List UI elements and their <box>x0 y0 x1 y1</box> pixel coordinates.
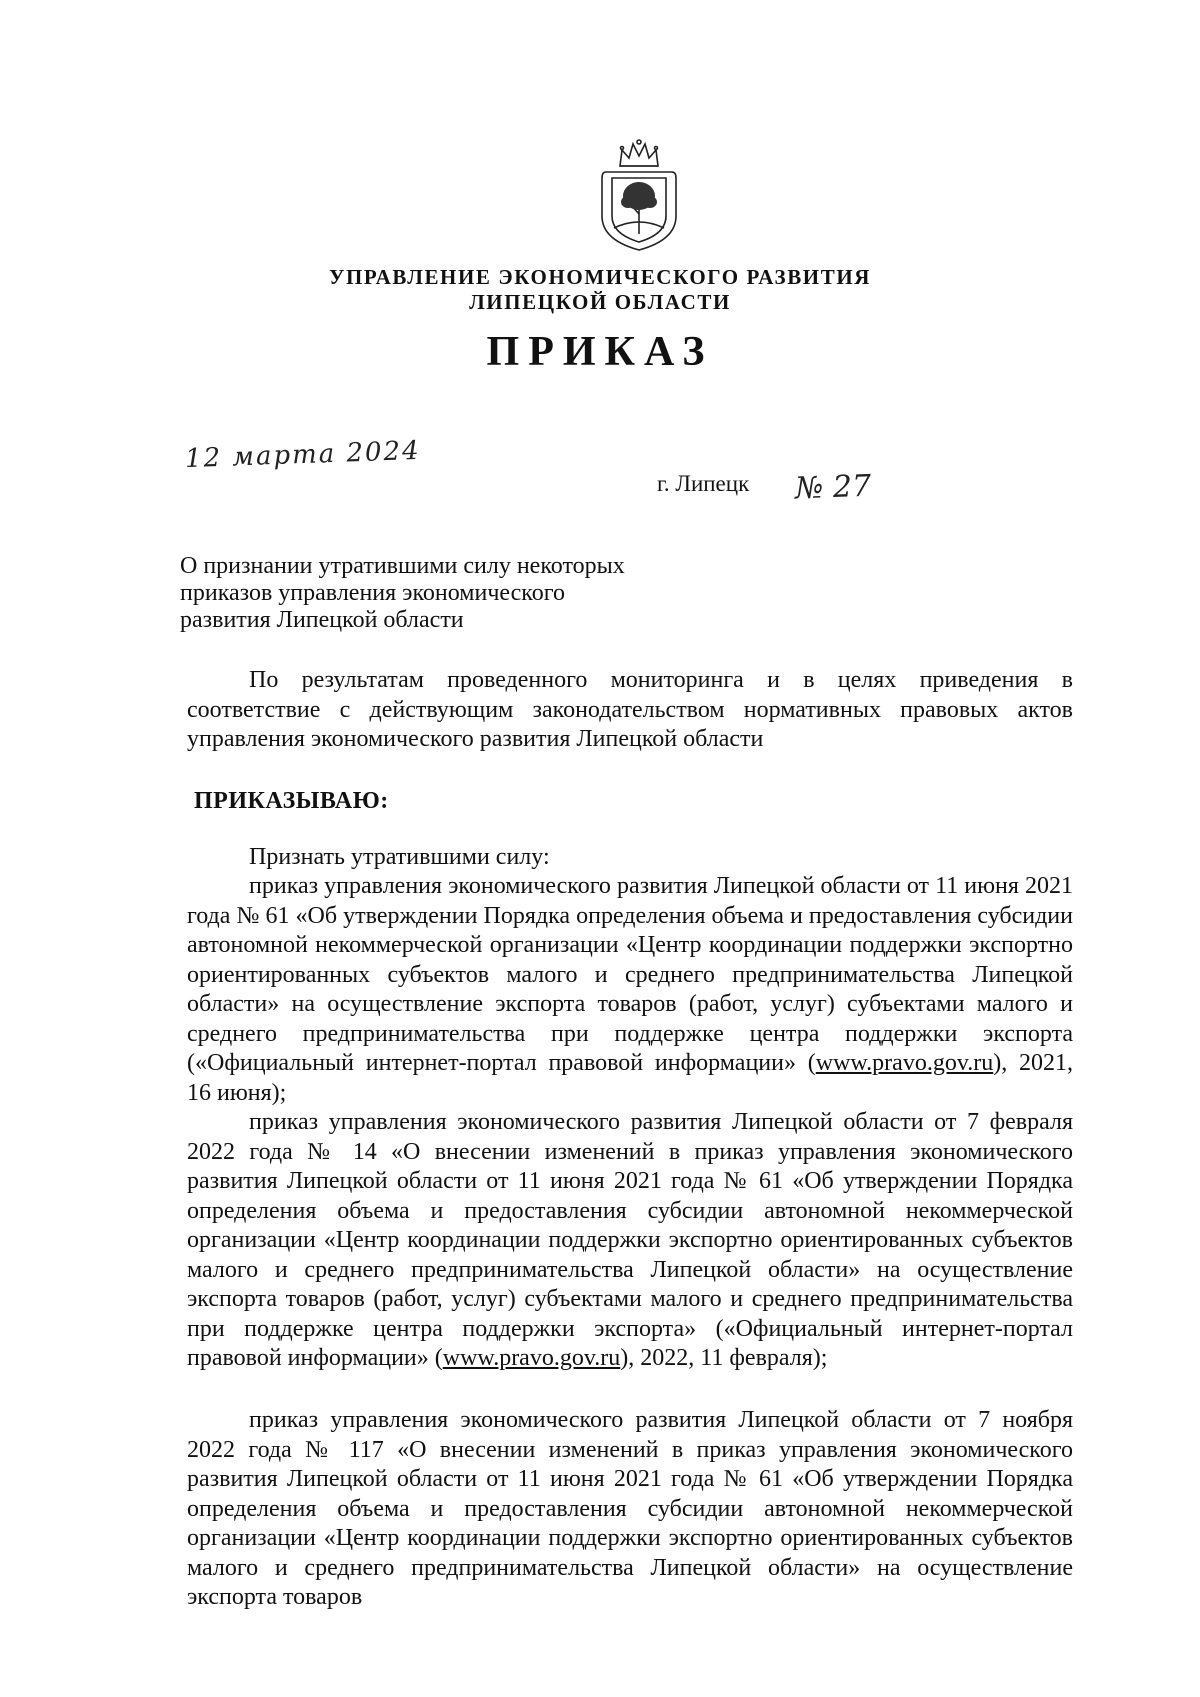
authority-name-line-2: ЛИПЕЦКОЙ ОБЛАСТИ <box>469 290 731 314</box>
recognize-line: Признать утратившими силу: <box>249 844 550 870</box>
subject-line-1: О признании утратившими силу некоторых <box>180 553 625 579</box>
city-label: г. Липецк <box>657 471 750 496</box>
handwritten-number: № 27 <box>794 468 872 507</box>
preamble-paragraph <box>187 666 1073 755</box>
subject-line-2: приказов управления экономического <box>180 580 565 606</box>
item-1-tail: ), 2021, 16 июня); <box>187 1050 1073 1106</box>
repealed-order-item-3 <box>187 1406 1073 1613</box>
decree-word: ПРИКАЗЫВАЮ: <box>194 788 389 814</box>
preamble-text: По результатам проведенного мониторинга и в целях приведения в соответствие с действующим законодательством нормативных правовых актов управления экономического развития Липецкой области <box>187 667 1073 752</box>
item-2-text: приказ управления экономического развития Липецкой области от 7 февраля 2022 года № 14 «О внесении изменений в приказ управления экономического развития Липецкой области от 11 июня 2021 года № 61 «Об утверждении Порядка определения объема и предоставления субсидии автономной некоммерческой организации «Центр координации поддержки экспортно ориентированных субъектов малого и среднего предпринимательства Липецкой области» на осуществление экспорта товаров (работ, услуг) субъектами малого и среднего предпринимательства при поддержке центра поддержки экспорта» («Официальный интернет-портал правовой информации» ( <box>187 1109 1073 1371</box>
item-3-text: приказ управления экономического развития Липецкой области от 7 ноября 2022 года № 117 «О внесении изменений в приказ управления экономического развития Липецкой области от 11 июня 2021 года № 61 «Об утверждении Порядка определения объема и предоставления субсидии автономной некоммерческой организации «Центр координации поддержки экспортно ориентированных субъектов малого и среднего предпринимательства Липецкой области» на осуществление экспорта товаров <box>187 1407 1073 1610</box>
repealed-order-item-1 <box>187 872 1073 1108</box>
handwritten-date: 12 марта 2024 <box>184 435 422 475</box>
item-2-tail: ), 2022, 11 февраля); <box>620 1345 828 1371</box>
coat-of-arms-icon <box>598 136 680 254</box>
pravo-portal-link[interactable]: www.pravo.gov.ru <box>815 1050 994 1076</box>
document-type-title: ПРИКАЗ <box>486 329 714 375</box>
authority-name-line-1: УПРАВЛЕНИЕ ЭКОНОМИЧЕСКОГО РАЗВИТИЯ <box>328 265 872 289</box>
repealed-order-item-2 <box>187 1108 1073 1374</box>
subject-line-3: развития Липецкой области <box>180 607 464 633</box>
document-subject <box>180 553 700 634</box>
pravo-portal-link[interactable]: www.pravo.gov.ru <box>442 1345 621 1371</box>
item-1-text: приказ управления экономического развития Липецкой области от 11 июня 2021 года № 61 «Об утверждении Порядка определения объема и предоставления субсидии автономной некоммерческой организации «Центр координации поддержки экспортно ориентированных субъектов малого и среднего предпринимательства Липецкой области» на осуществление экспорта товаров (работ, услуг) субъектами малого и среднего предпринимательства при поддержке центра поддержки экспорта («Официальный интернет-портал правовой информации» ( <box>187 873 1073 1076</box>
